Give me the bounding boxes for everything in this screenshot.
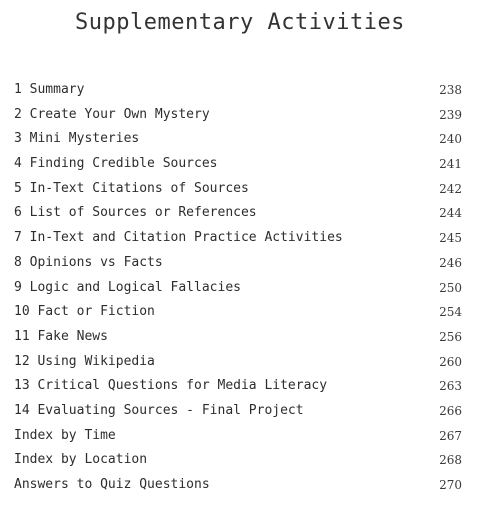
- toc-entry-page: 270: [439, 478, 462, 492]
- toc-entry[interactable]: [14, 177, 462, 202]
- table-of-contents: [14, 78, 462, 498]
- toc-entry[interactable]: [14, 300, 462, 325]
- toc-entry-label: 8 Opinions vs Facts: [14, 254, 163, 270]
- toc-entry-label: 2 Create Your Own Mystery: [14, 106, 210, 122]
- toc-entry-page: 268: [439, 453, 462, 468]
- toc-entry-label: 9 Logic and Logical Fallacies: [14, 279, 241, 295]
- toc-entry-label: 10 Fact or Fiction: [14, 304, 155, 320]
- toc-entry[interactable]: [14, 226, 462, 251]
- toc-entry-page: 263: [439, 379, 462, 394]
- toc-entry[interactable]: [14, 399, 462, 424]
- toc-entry[interactable]: [14, 448, 462, 473]
- toc-entry-label: 13 Critical Questions for Media Literacy: [14, 378, 328, 394]
- toc-entry-page: 240: [439, 132, 462, 147]
- toc-entry-label: Index by Time: [14, 427, 116, 443]
- toc-entry-page: 246: [439, 255, 462, 270]
- toc-entry-page: 260: [439, 354, 462, 369]
- toc-entry-label: 4 Finding Credible Sources: [14, 156, 218, 172]
- toc-entry-label: Answers to Quiz Questions: [14, 477, 210, 492]
- toc-entry[interactable]: [14, 276, 462, 301]
- toc-entry-page: 241: [439, 157, 462, 172]
- toc-entry[interactable]: [14, 350, 462, 375]
- toc-entry-label: 1 Summary: [14, 82, 85, 97]
- page-title: Supplementary Activities: [75, 10, 405, 35]
- toc-entry-label: 12 Using Wikipedia: [14, 353, 155, 369]
- toc-entry-page: 267: [439, 428, 462, 443]
- toc-entry[interactable]: [14, 473, 462, 498]
- toc-entry[interactable]: [14, 374, 462, 399]
- toc-entry[interactable]: [14, 78, 462, 103]
- toc-entry-page: 250: [439, 280, 462, 295]
- toc-entry[interactable]: [14, 325, 462, 350]
- toc-entry[interactable]: [14, 201, 462, 226]
- toc-entry-page: 242: [439, 181, 462, 196]
- toc-entry[interactable]: [14, 152, 462, 177]
- toc-entry-label: Index by Location: [14, 452, 148, 468]
- toc-entry-label: 3 Mini Mysteries: [14, 131, 140, 147]
- toc-entry-label: 14 Evaluating Sources - Final Project: [14, 402, 304, 418]
- toc-entry-page: 238: [439, 83, 462, 97]
- toc-entry-label: 6 List of Sources or References: [14, 205, 257, 221]
- toc-entry[interactable]: [14, 127, 462, 152]
- toc-entry[interactable]: [14, 251, 462, 276]
- toc-entry-label: 5 In-Text Citations of Sources: [14, 180, 249, 196]
- toc-entry-label: 7 In-Text and Citation Practice Activities: [14, 230, 343, 246]
- toc-entry-page: 256: [439, 329, 462, 344]
- toc-entry-page: 266: [439, 403, 462, 418]
- toc-entry-page: 245: [439, 231, 462, 246]
- toc-entry-page: 239: [439, 107, 462, 122]
- toc-entry[interactable]: [14, 424, 462, 449]
- toc-entry[interactable]: [14, 103, 462, 128]
- toc-entry-page: 244: [439, 206, 462, 221]
- toc-entry-page: 254: [439, 305, 462, 320]
- toc-entry-label: 11 Fake News: [14, 328, 108, 344]
